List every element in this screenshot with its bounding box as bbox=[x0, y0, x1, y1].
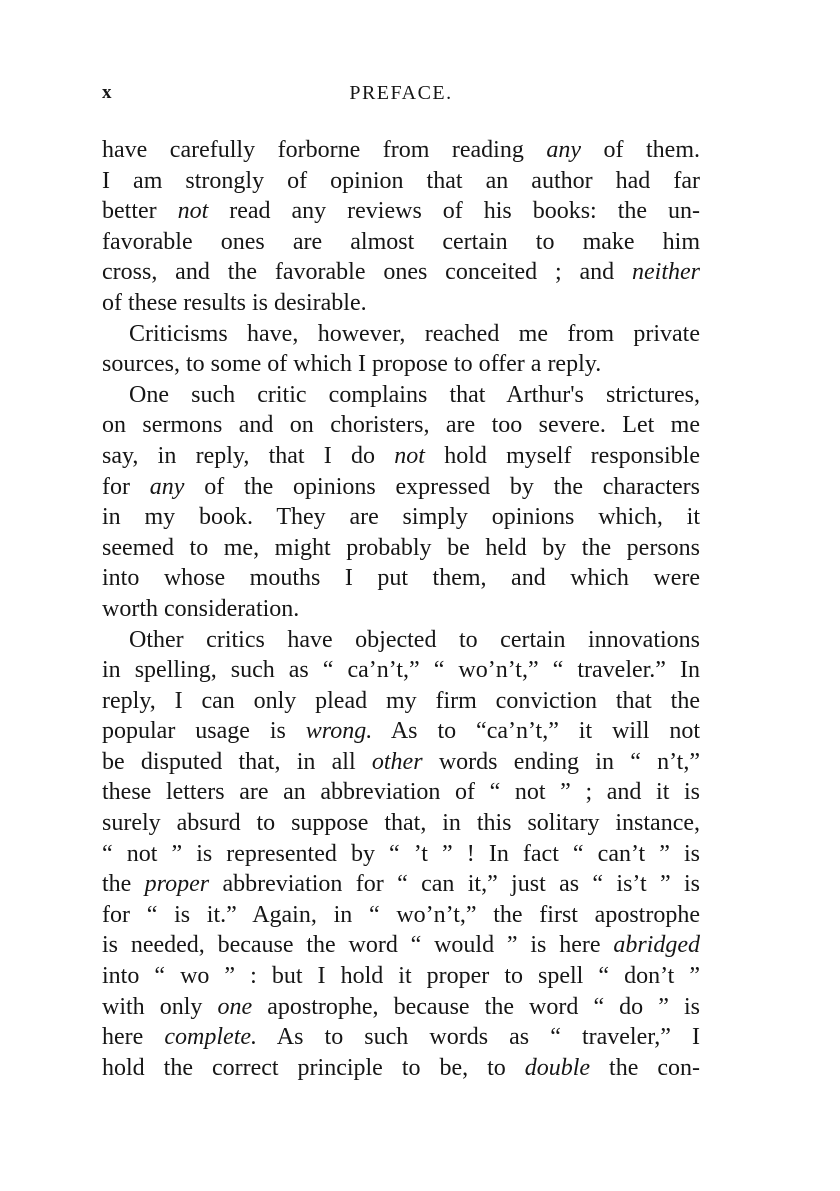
text-run: the con- bbox=[590, 1054, 701, 1081]
text-run: Criticisms have, however, reached me from private bbox=[129, 320, 700, 347]
text-line bbox=[102, 900, 700, 931]
text-run: with only bbox=[102, 993, 218, 1020]
text-line bbox=[102, 777, 700, 808]
text-line bbox=[102, 257, 700, 288]
text-run: surely absurd to suppose that, in this solitary instance, bbox=[102, 810, 700, 837]
text-line bbox=[102, 655, 700, 686]
text-line bbox=[102, 716, 700, 747]
text-line bbox=[102, 410, 700, 441]
text-line bbox=[102, 1053, 700, 1084]
page-number: x bbox=[102, 82, 112, 103]
text-run: better bbox=[102, 198, 178, 225]
text-line bbox=[102, 563, 700, 594]
text-run: Other critics have objected to certain innovations bbox=[129, 626, 700, 653]
text-run: As to such words as “ traveler,” I bbox=[257, 1024, 701, 1051]
text-run: in spelling, such as “ ca’n’t,” “ wo’n’t,” “ traveler.” In bbox=[102, 657, 700, 684]
text-run: One such critic complains that Arthur's strictures, bbox=[129, 381, 700, 408]
text-line bbox=[102, 502, 700, 533]
text-run: worth consideration. bbox=[102, 595, 300, 622]
text-run: sources, to some of which I propose to offer a reply. bbox=[102, 351, 602, 378]
text-run: favorable ones are almost certain to make him bbox=[102, 228, 700, 255]
paragraph bbox=[102, 135, 700, 319]
text-line bbox=[102, 349, 700, 380]
text-line bbox=[102, 747, 700, 778]
text-line bbox=[102, 135, 700, 166]
italic-text: any bbox=[546, 137, 582, 163]
text-run: hold myself responsible bbox=[424, 442, 700, 469]
text-run: As to “ca’n’t,” it will not bbox=[372, 718, 701, 745]
text-run: of the opinions expressed by the characters bbox=[184, 473, 700, 500]
italic-text: complete. bbox=[164, 1024, 258, 1051]
text-run: for bbox=[102, 473, 150, 500]
paragraph bbox=[102, 319, 700, 380]
text-run: of them. bbox=[581, 137, 701, 163]
italic-text: abridged bbox=[613, 932, 700, 959]
text-run: into whose mouths I put them, and which were bbox=[102, 565, 700, 592]
text-line bbox=[102, 1022, 700, 1053]
text-run: the bbox=[102, 871, 145, 898]
text-run: into “ wo ” : but I hold it proper to spell “ don’t ” bbox=[102, 963, 700, 990]
italic-text: any bbox=[149, 473, 185, 500]
text-run: these letters are an abbreviation of “ not ” ; and it is bbox=[102, 779, 700, 806]
text-line bbox=[102, 992, 700, 1023]
text-run: cross, and the favorable ones conceited ; and bbox=[102, 259, 633, 286]
text-line bbox=[102, 441, 700, 472]
text-line bbox=[102, 869, 700, 900]
text-run: I am strongly of opinion that an author had far bbox=[102, 167, 700, 194]
running-head bbox=[102, 80, 700, 110]
text-run: apostrophe, because the word “ do ” is bbox=[252, 993, 700, 1020]
running-title: PREFACE. bbox=[349, 82, 453, 104]
body-text bbox=[102, 135, 700, 1083]
text-line bbox=[102, 961, 700, 992]
italic-text: other bbox=[371, 748, 423, 775]
paragraph bbox=[102, 625, 700, 1084]
text-run: for “ is it.” Again, in “ wo’n’t,” the first apostrophe bbox=[102, 901, 700, 928]
text-run: read any reviews of his books: the un- bbox=[208, 198, 700, 225]
italic-text: neither bbox=[632, 259, 700, 286]
text-line bbox=[102, 686, 700, 717]
text-run: say, in reply, that I do bbox=[102, 442, 395, 469]
text-run: in my book. They are simply opinions which, it bbox=[102, 504, 700, 531]
text-line bbox=[102, 196, 700, 227]
text-line bbox=[102, 930, 700, 961]
paragraph bbox=[102, 380, 700, 625]
italic-text: not bbox=[394, 442, 425, 469]
italic-text: not bbox=[177, 198, 209, 225]
text-run: is needed, because the word “ would ” is here bbox=[102, 932, 614, 959]
text-run: seemed to me, might probably be held by the persons bbox=[102, 534, 700, 561]
text-line bbox=[102, 166, 700, 197]
text-run: here bbox=[102, 1024, 165, 1051]
text-run: “ not ” is represented by “ ’t ” ! In fact “ can’t ” is bbox=[102, 840, 700, 867]
text-run: popular usage is bbox=[102, 718, 306, 745]
text-run: words ending in “ n’t,” bbox=[422, 748, 701, 775]
text-line bbox=[102, 288, 700, 319]
italic-text: wrong. bbox=[305, 718, 373, 745]
text-line bbox=[102, 625, 700, 656]
text-line bbox=[102, 533, 700, 564]
text-line bbox=[102, 808, 700, 839]
text-line bbox=[102, 594, 700, 625]
text-line bbox=[102, 380, 700, 411]
text-line bbox=[102, 319, 700, 350]
italic-text: proper bbox=[144, 871, 210, 898]
text-line bbox=[102, 472, 700, 503]
text-run: hold the correct principle to be, to bbox=[102, 1054, 525, 1081]
text-run: be disputed that, in all bbox=[102, 748, 372, 775]
text-line bbox=[102, 227, 700, 258]
text-line bbox=[102, 839, 700, 870]
italic-text: double bbox=[524, 1054, 591, 1081]
text-run: of these results is desirable. bbox=[102, 289, 367, 316]
text-run: have carefully forborne from reading bbox=[102, 137, 547, 163]
text-run: reply, I can only plead my firm conviction that the bbox=[102, 687, 700, 714]
text-run: abbreviation for “ can it,” just as “ is’t ” is bbox=[209, 871, 700, 898]
text-run: on sermons and on choristers, are too severe. Let me bbox=[102, 412, 700, 439]
italic-text: one bbox=[217, 993, 253, 1020]
